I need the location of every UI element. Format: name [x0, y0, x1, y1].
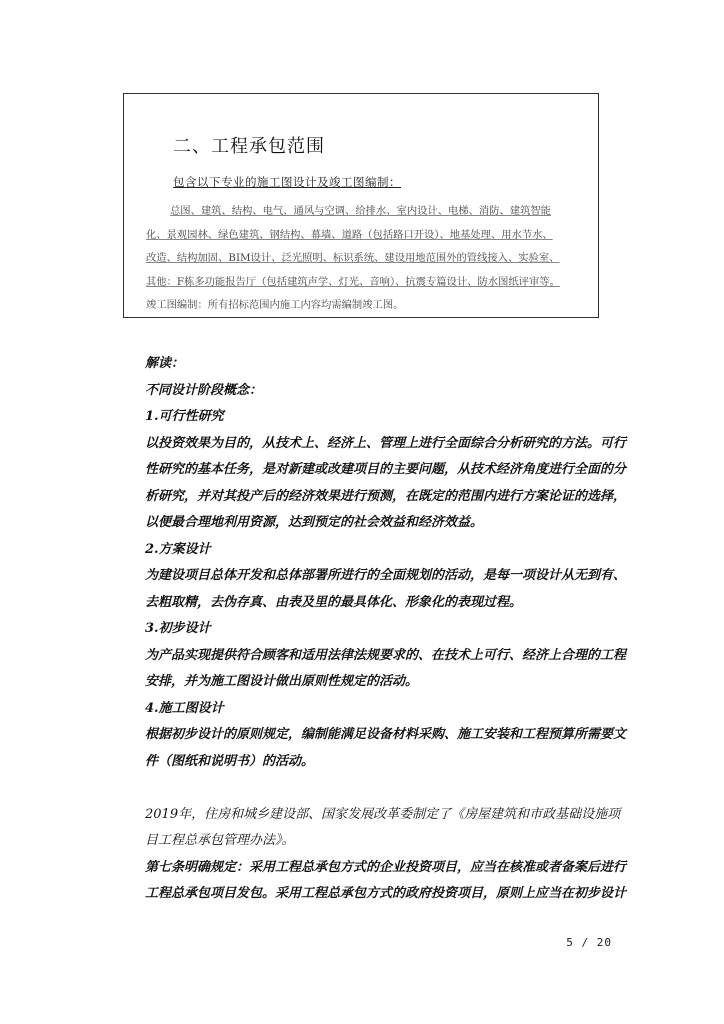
scope-line: 改造、结构加固、BIM设计、泛光照明、标识系统、建设用地范围外的管线接入、实验室、	[146, 252, 560, 264]
blank-line	[145, 775, 625, 802]
paragraph-line: 性研究的基本任务，是对新建或改建项目的主要问题，从技术经济角度进行全面的分	[145, 462, 627, 477]
stage-heading: 1.可行性研究	[145, 409, 224, 424]
stage-heading: 3.初步设计	[145, 621, 211, 636]
paragraph-line: 去粗取精，去伪存真、由表及里的最具体化、形象化的表现过程。	[145, 594, 523, 610]
scope-line: 竣工图编制：所有招标范围内施工内容均需编制竣工图。	[146, 299, 404, 311]
paragraph-line: 根据初步设计的原则规定，编制能满足设备材料采购、施工安装和工程预算所需要文	[145, 727, 627, 742]
subheading: 不同设计阶段概念：	[145, 382, 263, 398]
scope-excerpt-frame	[123, 93, 599, 318]
scope-intro: 包含以下专业的施工图设计及竣工图编制：	[173, 175, 401, 189]
paragraph-line: 为产品实现提供符合顾客和适用法律法规要求的、在技术上可行、经济上合理的工程	[145, 647, 627, 663]
paragraph-line: 第七条明确规定：采用工程总承包方式的企业投资项目，应当在核准或者备案后进行	[145, 859, 627, 875]
scope-line: 化、景观园林、绿色建筑、钢结构、幕墙、道路（包括路口开设）、地基处理、用水节水、	[146, 228, 553, 241]
interpretation-text	[145, 351, 625, 908]
scope-list	[146, 200, 586, 318]
paragraph-line: 以便最合理地利用资源，达到预定的社会效益和经济效益。	[145, 515, 484, 530]
paragraph-line: 件（图纸和说明书）的活动。	[145, 753, 315, 769]
section-heading: 解读：	[145, 356, 185, 371]
scope-line: 其他：F栋多功能报告厅（包括建筑声学、灯光、音响）、抗震专篇设计、防水图纸评审等。	[146, 275, 560, 288]
paragraph-line: 工程总承包项目发包。采用工程总承包方式的政府投资项目，原则上应当在初步设计	[145, 886, 627, 901]
scope-line: 总图、建筑、结构、电气、通风与空调、给排水、室内设计、电梯、消防、建筑智能	[170, 205, 551, 217]
stage-heading: 2.方案设计	[145, 541, 211, 557]
paragraph-line: 安排，并为施工图设计做出原则性规定的活动。	[145, 674, 419, 689]
stage-heading: 4.施工图设计	[145, 700, 224, 716]
scope-title: 二、工程承包范围	[173, 136, 325, 157]
paragraph-line: 以投资效果为目的，从技术上、经济上、管理上进行全面综合分析研究的方法。可行	[145, 435, 627, 451]
paragraph-line: 析研究，并对其投产后的经济效果进行预测，在既定的范围内进行方案论证的选择，	[145, 488, 627, 504]
paragraph-line: 为建设项目总体开发和总体部署所进行的全面规划的活动，是每一项设计从无到有、	[145, 568, 627, 583]
paragraph-line: 目工程总承包管理办法》。	[145, 833, 295, 848]
paragraph-line: 2019年，住房和城乡建设部、国家发展改革委制定了《房屋建筑和市政基础设施项	[145, 806, 621, 822]
page-number: 5 / 20	[566, 936, 612, 949]
